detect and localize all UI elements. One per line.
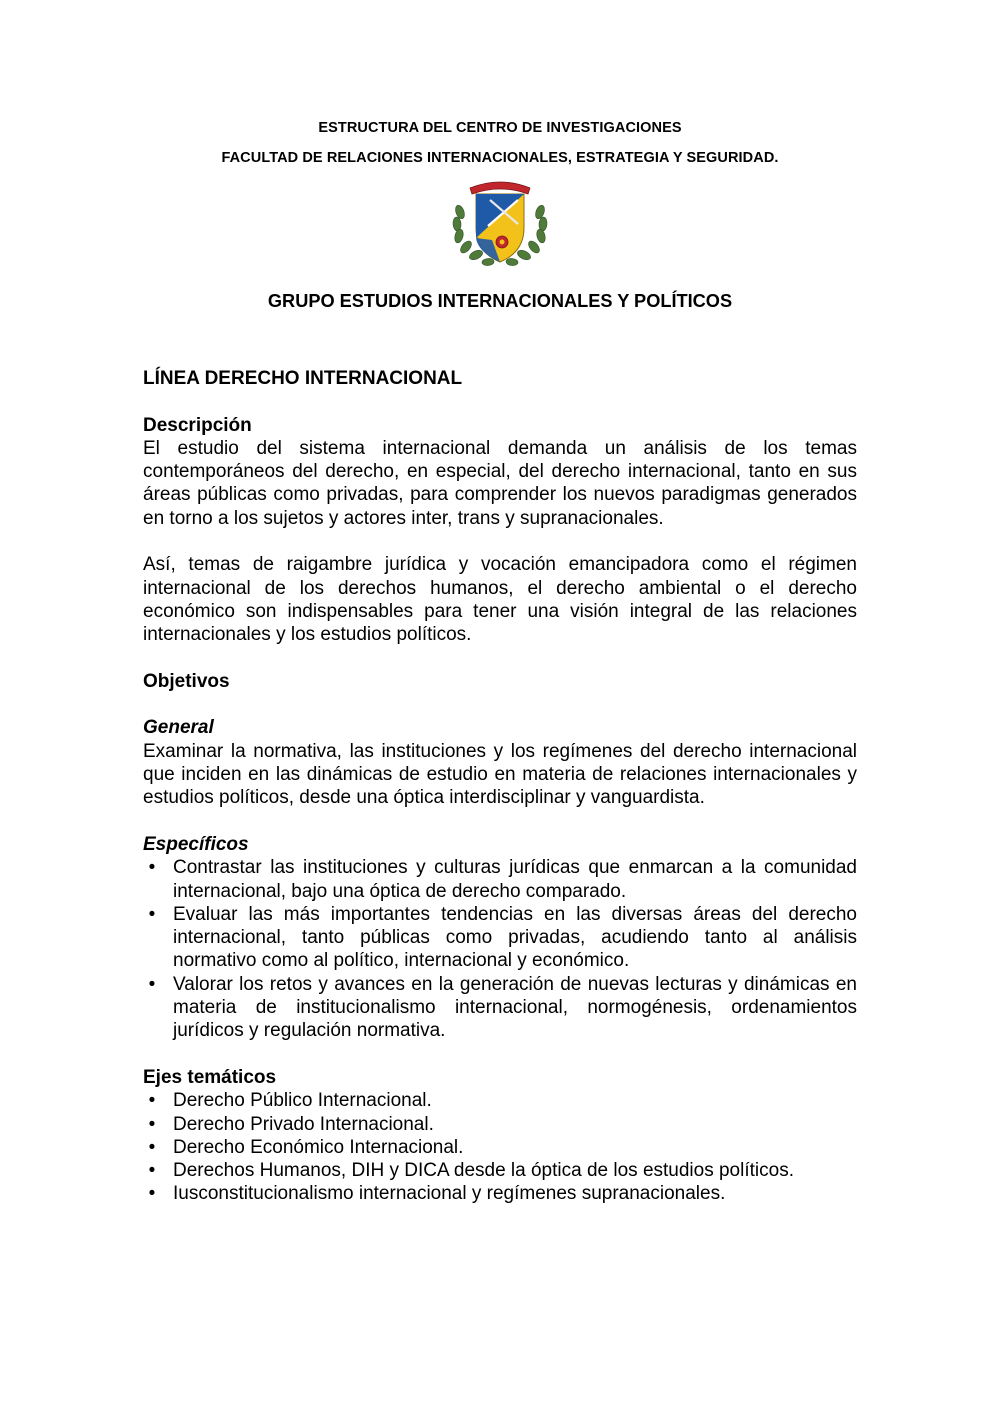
bullet-icon: •	[148, 903, 156, 925]
list-item	[143, 1159, 857, 1182]
list-item	[143, 903, 857, 973]
bullet-icon: •	[148, 1136, 156, 1158]
list-item	[143, 1113, 857, 1136]
general-heading: General	[143, 717, 214, 739]
bullet-icon: •	[148, 857, 156, 879]
group-title: GRUPO ESTUDIOS INTERNACIONALES Y POLÍTICOS	[267, 291, 733, 311]
general-text: Examinar la normativa, las instituciones y los regímenes del derecho internacional que inciden en las dinámicas de estudio en materia de relaciones internacionales y estudios políticos, desde una óptica interdisciplinar y vanguardista.	[143, 740, 857, 809]
themes-heading: Ejes temáticos	[143, 1066, 277, 1088]
description-paragraph-1: El estudio del sistema internacional demanda un análisis de los temas contemporáneos del derecho, en especial, del derecho internacional, tanto en sus áreas públicas como privadas, para comprender los nuevos paradigmas generados en torno a los sujetos y actores inter, trans y supranacionales.	[143, 437, 857, 529]
list-item-text: Derecho Público Internacional.	[173, 1090, 432, 1112]
coat-of-arms-icon	[448, 178, 552, 270]
list-item	[143, 856, 857, 903]
line-title: LÍNEA DERECHO INTERNACIONAL	[143, 368, 463, 389]
bullet-icon: •	[148, 1160, 156, 1182]
bullet-icon: •	[148, 1113, 156, 1135]
objectives-heading: Objetivos	[143, 670, 230, 692]
description-paragraph-2: Así, temas de raigambre jurídica y vocación emancipadora como el régimen internacional de los derechos humanos, el derecho ambiental o el derecho económico son indispensables para tener una visión integral de las relaciones internacionales y los estudios políticos.	[143, 554, 857, 646]
list-item-text: Evaluar las más importantes tendencias en las diversas áreas del derecho internacional, tanto públicas como privadas, acudiendo tanto al análisis normativo como al político, internacional y económico.	[173, 903, 857, 972]
themes-list	[143, 1089, 857, 1205]
document-body	[143, 367, 857, 1206]
list-item	[143, 1089, 857, 1112]
specific-heading: Específicos	[143, 833, 249, 855]
list-item-text: Contrastar las instituciones y culturas jurídicas que enmarcan a la comunidad internacional, bajo una óptica de derecho comparado.	[173, 857, 857, 902]
list-item-text: Iusconstitucionalismo internacional y regímenes supranacionales.	[173, 1183, 726, 1205]
list-item-text: Derechos Humanos, DIH y DICA desde la óptica de los estudios políticos.	[173, 1160, 794, 1182]
bullet-icon: •	[148, 1090, 156, 1112]
list-item-text: Derecho Económico Internacional.	[173, 1136, 464, 1158]
header-line-1: ESTRUCTURA DEL CENTRO DE INVESTIGACIONES	[318, 120, 682, 136]
list-item	[143, 1182, 857, 1205]
list-item-text: Valorar los retos y avances en la generación de nuevas lecturas y dinámicas en materia de institucionalismo internacional, normogénesis, ordenamientos jurídicos y regulación normativa.	[173, 973, 857, 1042]
specific-objectives-list	[143, 856, 857, 1042]
list-item-text: Derecho Privado Internacional.	[173, 1113, 434, 1135]
list-item	[143, 1136, 857, 1159]
bullet-icon: •	[148, 973, 156, 995]
header-line-2: FACULTAD DE RELACIONES INTERNACIONALES, ESTRATEGIA Y SEGURIDAD.	[221, 150, 779, 166]
description-heading: Descripción	[143, 414, 252, 436]
list-item	[143, 973, 857, 1043]
bullet-icon: •	[148, 1183, 156, 1205]
